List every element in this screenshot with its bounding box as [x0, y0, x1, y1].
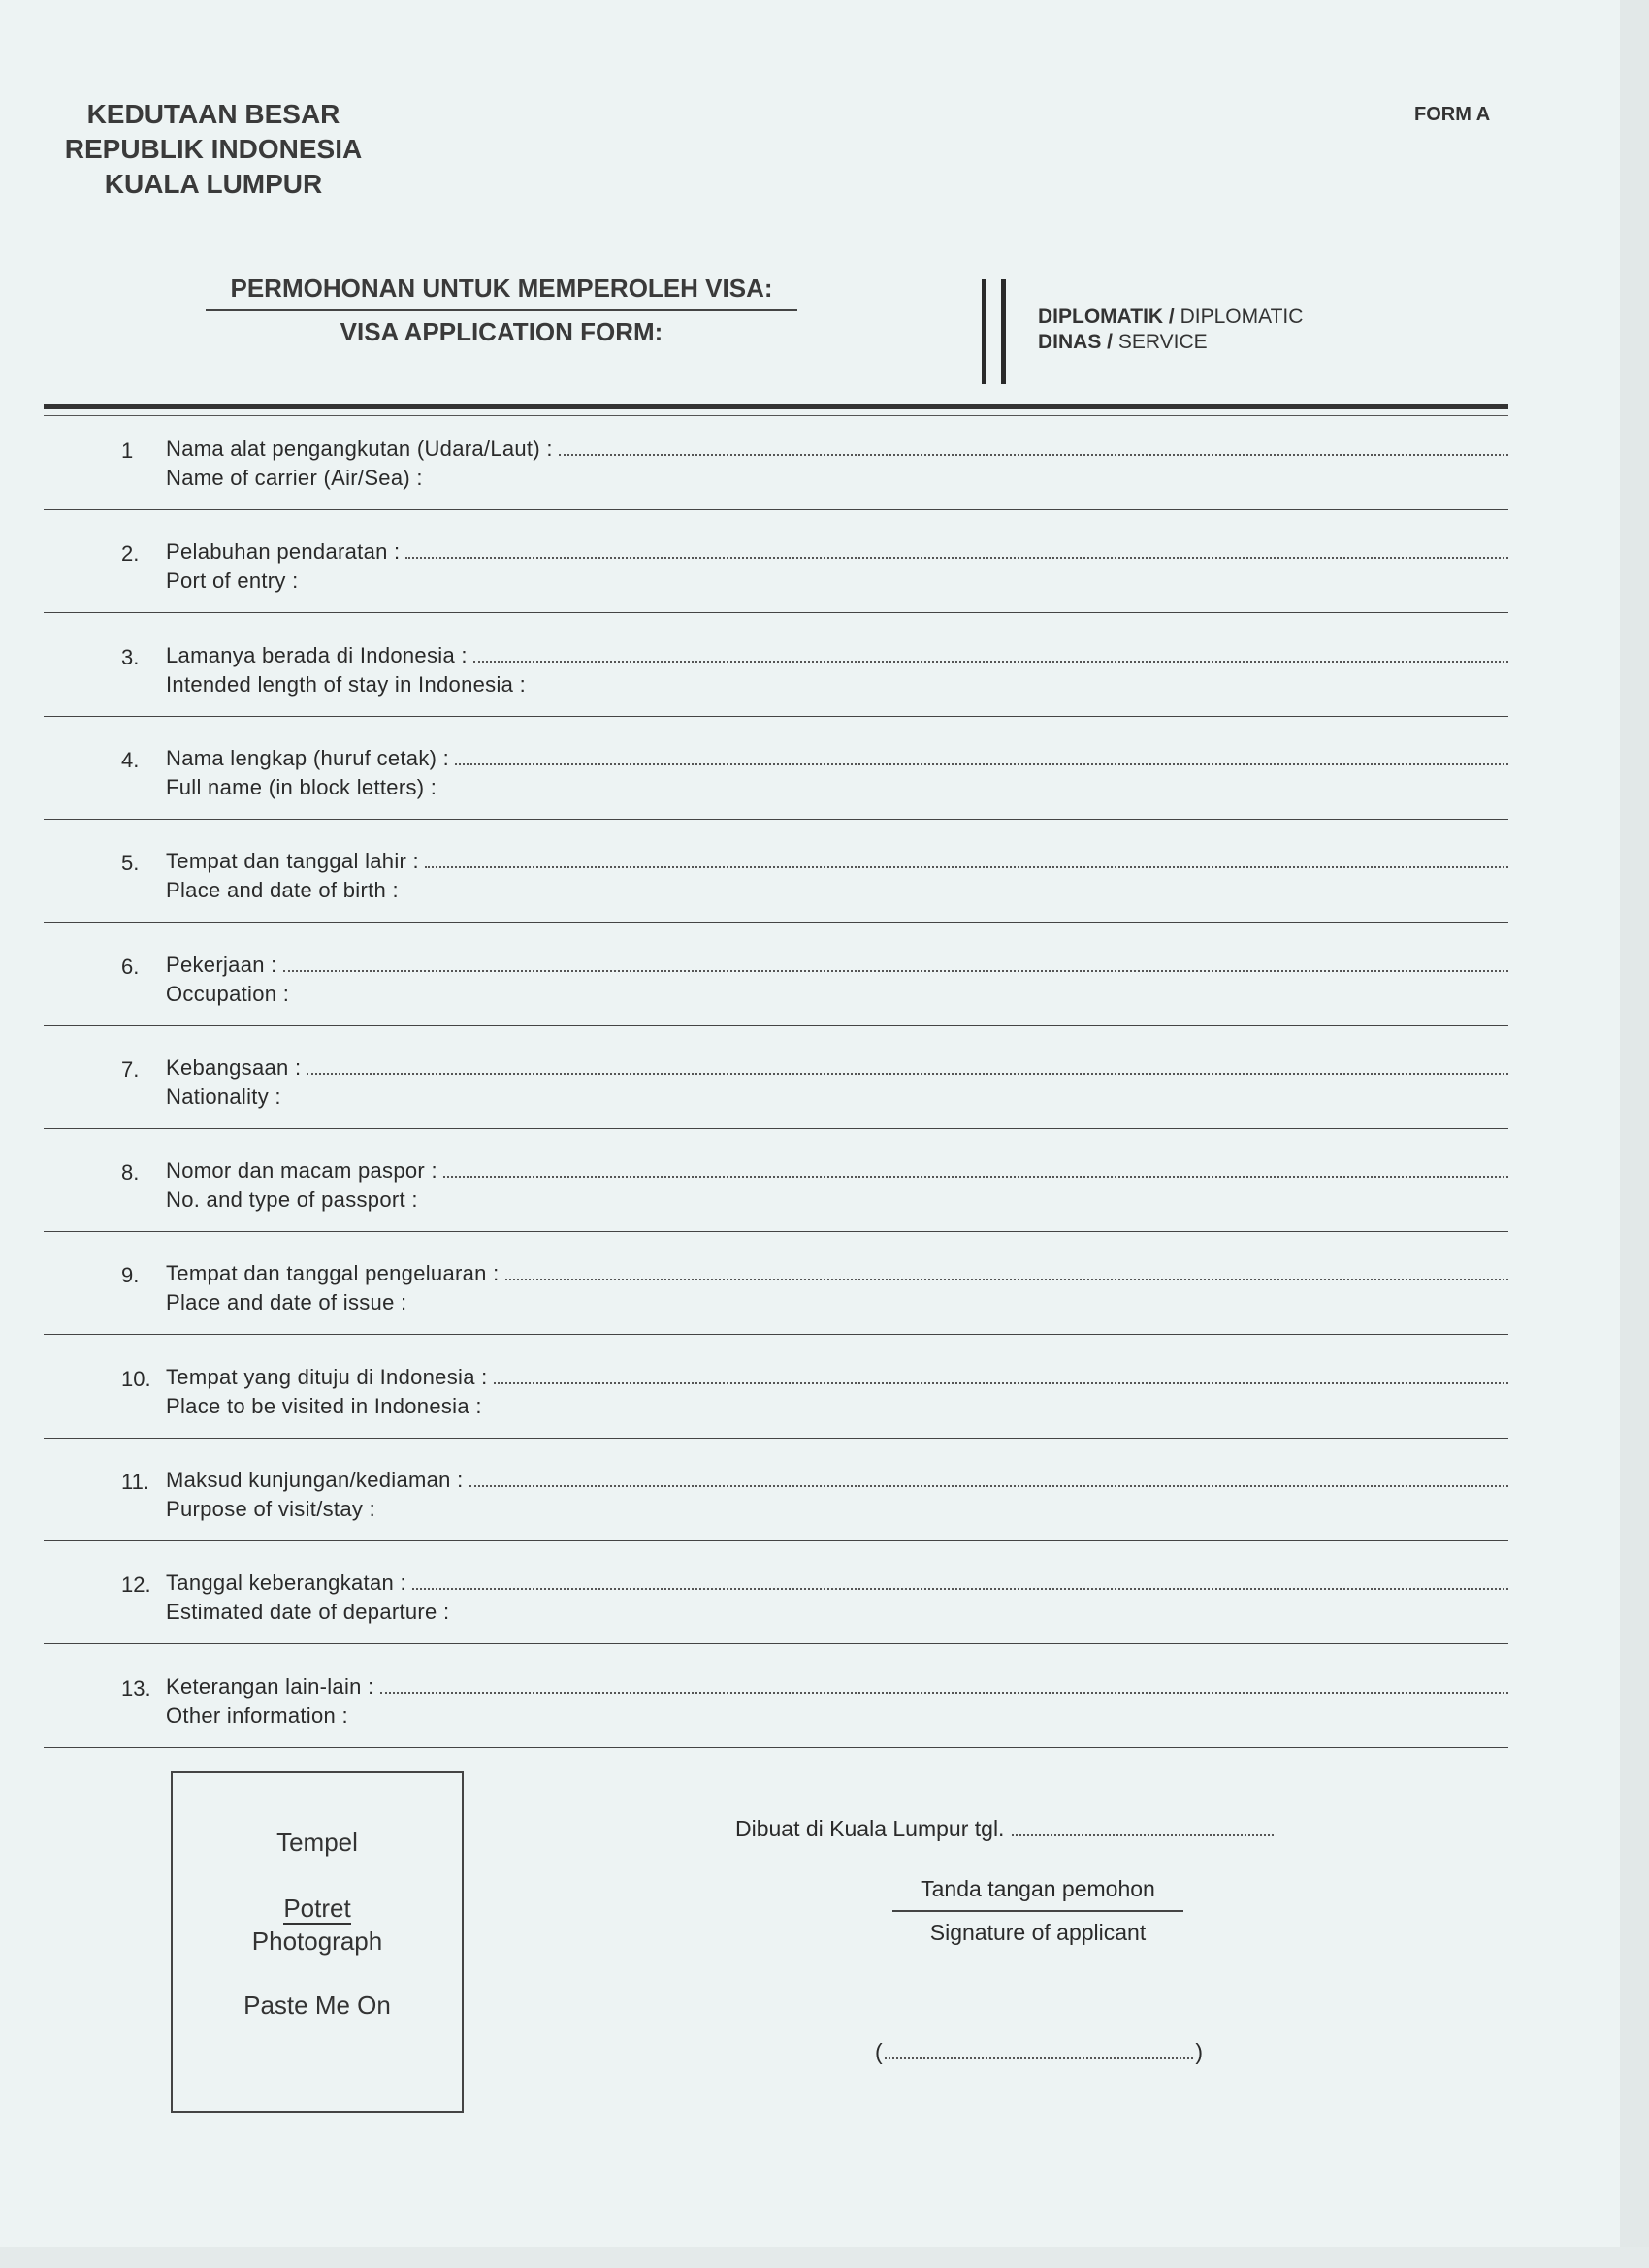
bar-right	[1001, 279, 1006, 384]
field-separator	[44, 1643, 1508, 1644]
field-dotted-input[interactable]	[559, 437, 1508, 456]
field-label-english: Full name (in block letters) :	[166, 774, 437, 799]
field-label-indonesian: Tempat yang dituju di Indonesia :	[166, 1364, 488, 1389]
field-dotted-input[interactable]	[469, 1468, 1508, 1487]
header-rule-thick	[44, 404, 1508, 409]
field-dotted-input[interactable]	[283, 953, 1508, 972]
field-label-indonesian: Kebangsaan :	[166, 1054, 302, 1080]
field-dotted-input[interactable]	[307, 1055, 1508, 1075]
photo-label-potret: Potret	[283, 1894, 351, 1923]
embassy-line-1: KEDUTAAN BESAR	[86, 99, 340, 129]
embassy-line-3: KUALA LUMPUR	[104, 169, 323, 199]
field-label-indonesian: Tempat dan tanggal lahir :	[166, 849, 419, 874]
field-label-english: Place to be visited in Indonesia :	[166, 1393, 482, 1418]
field-label-english: No. and type of passport :	[166, 1187, 418, 1213]
field-separator	[44, 819, 1508, 820]
form-field-row	[44, 1042, 1508, 1144]
field-label-english: Occupation :	[166, 981, 290, 1006]
form-field-row	[44, 835, 1508, 937]
field-separator	[44, 922, 1508, 923]
photo-box[interactable]	[171, 1771, 464, 2113]
field-dotted-input[interactable]	[412, 1571, 1508, 1590]
field-number: 12.	[121, 1572, 151, 1598]
made-at-dotted-line[interactable]	[1012, 1819, 1274, 1836]
field-label-indonesian: Keterangan lain-lain :	[166, 1673, 374, 1699]
field-line	[166, 437, 1508, 462]
field-dotted-input[interactable]	[380, 1674, 1508, 1694]
field-separator	[44, 509, 1508, 510]
double-bar-divider	[980, 279, 1009, 384]
field-dotted-input[interactable]	[405, 539, 1508, 559]
field-number: 10.	[121, 1366, 151, 1391]
form-field-row	[44, 939, 1508, 1041]
field-label-indonesian: Tanggal keberangkatan :	[166, 1571, 406, 1596]
visa-category	[1038, 305, 1303, 355]
form-code: FORM A	[1414, 104, 1491, 125]
field-line	[166, 1261, 1508, 1286]
field-dotted-input[interactable]	[443, 1158, 1508, 1178]
form-field-row	[44, 1557, 1508, 1659]
field-label-indonesian: Lamanya berada di Indonesia :	[166, 642, 468, 667]
field-label-english: Estimated date of departure :	[166, 1600, 450, 1625]
form-field-row	[44, 1661, 1508, 1763]
field-line	[166, 1571, 1508, 1596]
field-label-indonesian: Tempat dan tanggal pengeluaran :	[166, 1261, 500, 1286]
embassy-heading	[39, 97, 388, 202]
form-field-row	[44, 423, 1508, 525]
form-field-row	[44, 1351, 1508, 1453]
field-number: 4.	[121, 747, 140, 772]
field-label-english: Port of entry :	[166, 568, 299, 594]
field-number: 3.	[121, 644, 140, 669]
field-line	[166, 1158, 1508, 1183]
signature-dotted-line[interactable]	[885, 2044, 1194, 2059]
field-line	[166, 746, 1508, 771]
form-title	[206, 274, 797, 347]
header-rule-thin	[44, 415, 1508, 416]
paper-edge	[1620, 0, 1649, 2268]
field-line	[166, 849, 1508, 874]
form-field-row	[44, 732, 1508, 834]
field-number: 5.	[121, 851, 140, 876]
field-number: 7.	[121, 1056, 140, 1082]
bar-left	[982, 279, 986, 384]
category-service: DINAS / SERVICE	[1038, 331, 1208, 353]
field-dotted-input[interactable]	[505, 1261, 1508, 1280]
field-separator	[44, 1128, 1508, 1129]
field-label-indonesian: Nomor dan macam paspor :	[166, 1158, 437, 1183]
field-dotted-input[interactable]	[455, 746, 1508, 765]
field-label-english: Place and date of birth :	[166, 878, 399, 903]
field-label-english: Other information :	[166, 1702, 348, 1728]
field-line	[166, 643, 1508, 668]
field-label-indonesian: Nama alat pengangkutan (Udara/Laut) :	[166, 437, 553, 461]
field-separator	[44, 1231, 1508, 1232]
photo-label-photograph: Photograph	[251, 1927, 383, 1956]
signature-name-field[interactable]	[875, 2039, 1203, 2065]
field-number: 13.	[121, 1675, 151, 1701]
signature-label-english: Signature of applicant	[929, 1920, 1147, 1945]
field-separator	[44, 716, 1508, 717]
field-line	[166, 1674, 1508, 1700]
field-line	[166, 1468, 1508, 1493]
form-field-row	[44, 1247, 1508, 1349]
field-dotted-input[interactable]	[425, 849, 1508, 868]
field-separator	[44, 1747, 1508, 1748]
field-label-english: Name of carrier (Air/Sea) :	[166, 466, 423, 490]
field-separator	[44, 1540, 1508, 1541]
paper-bottom-edge	[0, 2247, 1649, 2268]
title-english: VISA APPLICATION FORM:	[340, 317, 663, 346]
field-number: 11.	[121, 1470, 149, 1494]
field-separator	[44, 1025, 1508, 1026]
field-line	[166, 953, 1508, 978]
field-label-english: Purpose of visit/stay :	[166, 1497, 375, 1521]
photo-label-paste-me-on: Paste Me On	[243, 1991, 391, 2020]
field-line	[166, 539, 1508, 565]
field-label-indonesian: Nama lengkap (huruf cetak) :	[166, 745, 450, 770]
field-label-indonesian: Pelabuhan pendaratan :	[166, 539, 401, 565]
paren-close: )	[1195, 2039, 1203, 2064]
embassy-line-2: REPUBLIK INDONESIA	[64, 134, 363, 164]
field-number: 6.	[121, 954, 140, 979]
field-separator	[44, 1334, 1508, 1335]
field-number: 9.	[121, 1263, 140, 1288]
field-label-indonesian: Pekerjaan :	[166, 952, 277, 977]
form-field-row	[44, 1454, 1508, 1556]
field-separator	[44, 1438, 1508, 1439]
field-label-english: Intended length of stay in Indonesia :	[166, 671, 526, 697]
category-diplomatic: DIPLOMATIK / DIPLOMATIC	[1038, 306, 1304, 328]
made-at-field[interactable]	[735, 1816, 1274, 1842]
field-label-english: Nationality :	[166, 1084, 281, 1109]
field-number: 2.	[121, 541, 140, 567]
made-at-label: Dibuat di Kuala Lumpur tgl.	[735, 1816, 1005, 1841]
form-field-row	[44, 630, 1508, 731]
field-dotted-input[interactable]	[494, 1365, 1508, 1384]
field-number: 8.	[121, 1160, 140, 1185]
field-label-indonesian: Maksud kunjungan/kediaman :	[166, 1468, 464, 1492]
title-indonesian: PERMOHONAN UNTUK MEMPEROLEH VISA:	[206, 274, 797, 311]
form-field-row	[44, 1145, 1508, 1247]
signature-caption	[892, 1876, 1183, 1946]
field-dotted-input[interactable]	[473, 643, 1508, 663]
signature-label-indonesian: Tanda tangan pemohon	[892, 1876, 1183, 1912]
form-field-row	[44, 526, 1508, 628]
field-label-english: Place and date of issue :	[166, 1290, 407, 1315]
field-separator	[44, 612, 1508, 613]
field-line	[166, 1365, 1508, 1390]
photo-label-paste: Tempel	[276, 1828, 358, 1857]
field-number: 1	[121, 438, 134, 463]
paren-open: (	[875, 2039, 883, 2064]
field-line	[166, 1055, 1508, 1081]
